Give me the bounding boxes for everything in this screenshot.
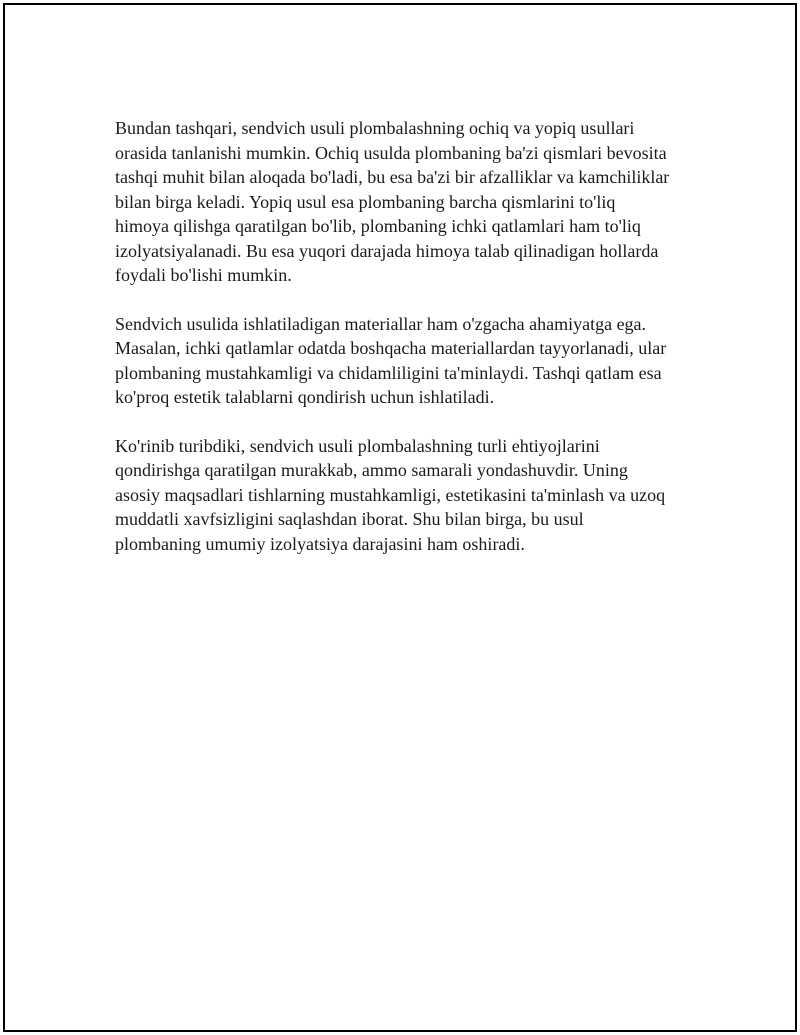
paragraph-line: plombaning umumiy izolyatsiya darajasini ham oshiradi. [115,533,525,554]
paragraph-3 [115,434,695,557]
paragraph-line: ko'proq estetik talablarni qondirish uchun ishlatiladi. [115,387,495,407]
paragraph-line: qondirishga qaratilgan murakkab, ammo samarali yondashuvdir. Uning [115,460,628,480]
paragraph-line: muddatli xavfsizligini saqlashdan iborat. Shu bilan birga, bu usul [115,509,584,529]
paragraph-line: Ko'rinib turibdiki, sendvich usuli plombalashning turli ehtiyojlarini [115,435,600,456]
paragraph-line: tashqi muhit bilan aloqada bo'ladi, bu esa ba'zi bir afzalliklar va kamchiliklar [115,167,670,187]
document-body [115,116,695,580]
paragraph-line: bilan birga keladi. Yopiq usul esa plombaning barcha qismlarini to'liq [115,191,616,212]
paragraph-line: Masalan, ichki qatlamlar odatda boshqacha materiallardan tayyorlanadi, ular [115,338,667,358]
paragraph-line: Sendvich usulida ishlatiladigan materiallar ham o'zgacha ahamiyatga ega. [115,313,647,334]
paragraph-2 [115,312,695,410]
paragraph-line: plombaning mustahkamligi va chidamliligini ta'minlaydi. Tashqi qatlam esa [115,362,662,383]
paragraph-1 [115,116,695,288]
paragraph-line: foydali bo'lishi mumkin. [115,265,292,285]
paragraph-line: asosiy maqsadlari tishlarning mustahkamligi, estetikasini ta'minlash va uzoq [115,484,666,505]
paragraph-line: izolyatsiyalanadi. Bu esa yuqori darajada himoya talab qilinadigan hollarda [115,240,659,261]
paragraph-line: orasida tanlanishi mumkin. Ochiq usulda plombaning ba'zi qismlari bevosita [115,142,667,163]
paragraph-line: himoya qilishga qaratilgan bo'lib, plombaning ichki qatlamlari ham to'liq [115,216,641,236]
paragraph-line: Bundan tashqari, sendvich usuli plombalashning ochiq va yopiq usullari [115,118,635,138]
